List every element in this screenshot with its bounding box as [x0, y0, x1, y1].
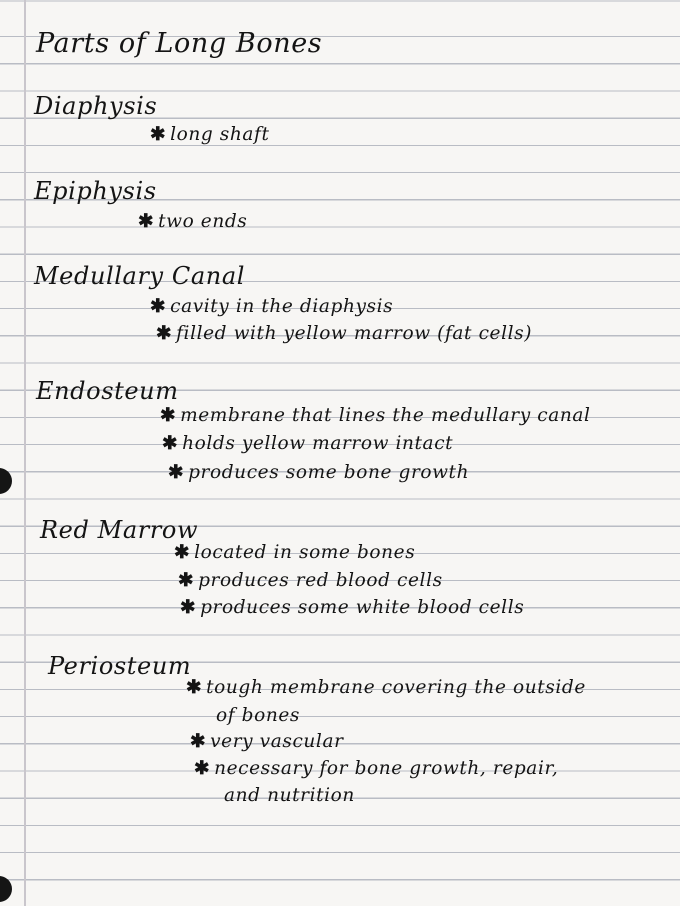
bullet-continuation: of bones: [216, 705, 301, 726]
asterisk-icon: ✱: [138, 211, 155, 232]
section-heading-red-marrow: Red Marrow: [40, 516, 199, 544]
bullet-item: ✱ necessary for bone growth, repair,: [194, 758, 559, 779]
margin-line: [24, 0, 26, 906]
page-title: Parts of Long Bones: [36, 28, 323, 59]
asterisk-icon: ✱: [156, 323, 173, 344]
section-heading-medullary-canal: Medullary Canal: [34, 262, 246, 290]
section-heading-diaphysis: Diaphysis: [34, 92, 158, 120]
binder-hole: [0, 468, 12, 494]
section-heading-epiphysis: Epiphysis: [34, 177, 157, 205]
bullet-item: ✱ filled with yellow marrow (fat cells): [156, 323, 533, 344]
asterisk-icon: ✱: [168, 462, 185, 483]
section-heading-periosteum: Periosteum: [48, 652, 192, 680]
bullet-item: ✱ produces some white blood cells: [180, 597, 525, 618]
bullet-item: ✱ located in some bones: [174, 542, 416, 563]
bullet-item: ✱ produces red blood cells: [178, 570, 443, 591]
asterisk-icon: ✱: [150, 124, 167, 145]
asterisk-icon: ✱: [178, 570, 195, 591]
asterisk-icon: ✱: [186, 677, 203, 698]
bullet-item: ✱ cavity in the diaphysis: [150, 296, 394, 317]
asterisk-icon: ✱: [174, 542, 191, 563]
bullet-item: ✱ two ends: [138, 211, 248, 232]
bullet-item: ✱ very vascular: [190, 731, 344, 752]
binder-hole: [0, 876, 12, 902]
bullet-continuation: and nutrition: [224, 785, 355, 806]
asterisk-icon: ✱: [150, 296, 167, 317]
asterisk-icon: ✱: [190, 731, 207, 752]
section-heading-endosteum: Endosteum: [36, 377, 179, 405]
bullet-item: ✱ tough membrane covering the outside: [186, 677, 586, 698]
bullet-item: ✱ membrane that lines the medullary canal: [160, 405, 591, 426]
bullet-item: ✱ long shaft: [150, 124, 270, 145]
asterisk-icon: ✱: [180, 597, 197, 618]
bullet-item: ✱ holds yellow marrow intact: [162, 433, 454, 454]
bullet-item: ✱ produces some bone growth: [168, 462, 470, 483]
asterisk-icon: ✱: [160, 405, 177, 426]
asterisk-icon: ✱: [194, 758, 211, 779]
asterisk-icon: ✱: [162, 433, 179, 454]
